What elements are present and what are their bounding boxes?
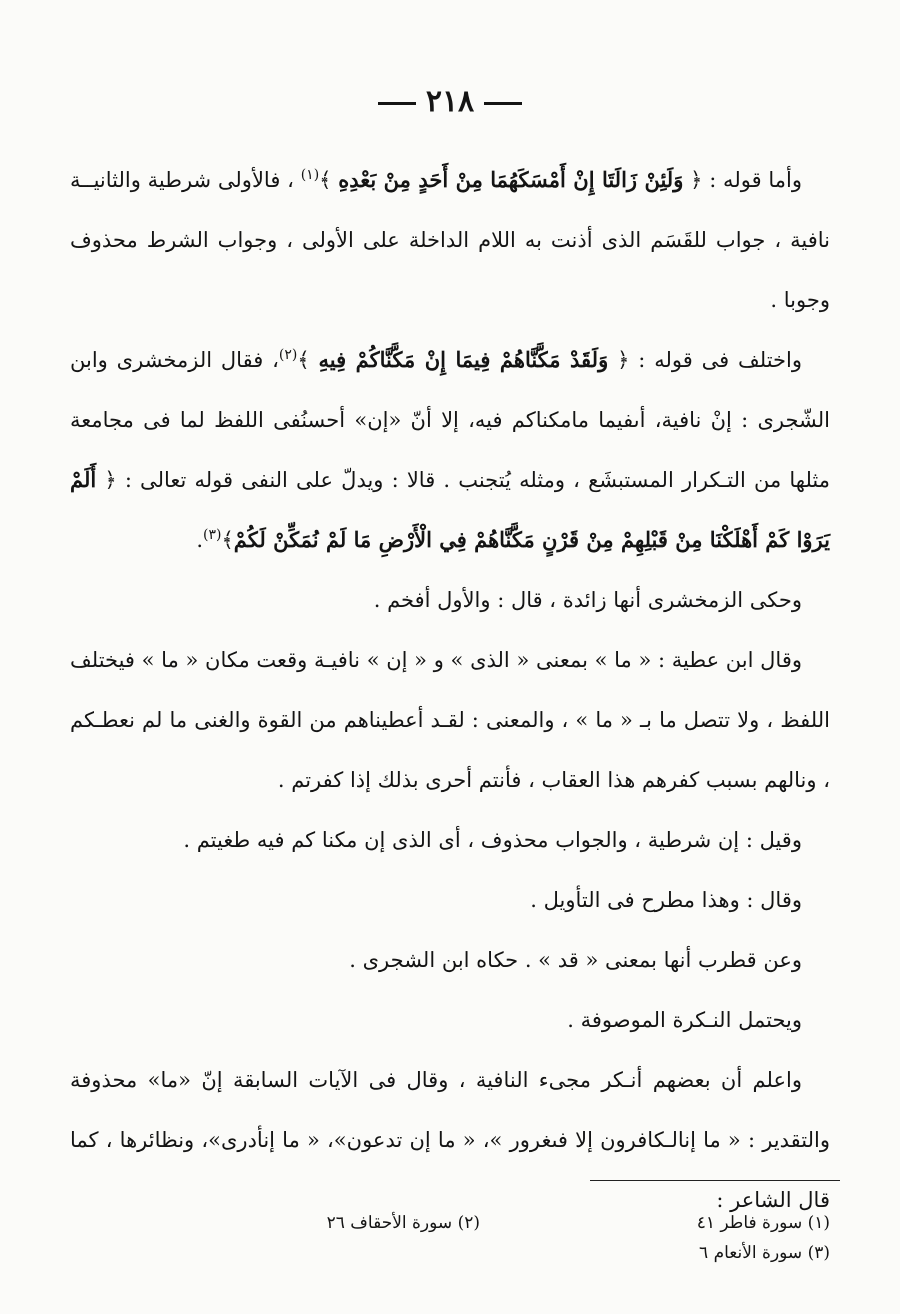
verse-bracket-close: ﴾ — [297, 348, 319, 372]
paragraph-1-intro: وأما قوله : ﴿ — [683, 168, 803, 192]
footnote-1: (١) سورة فاطر ٤١ — [696, 1213, 830, 1233]
footnote-ref-2: (٢) — [278, 347, 298, 363]
footnotes — [70, 1208, 830, 1268]
paragraph-1-body: ، فالأولى شرطية والثانيــة نافية ، جواب للقَسَم الذى أذنت به اللام الداخلة على الأولى ، وجواب الشرط محذوف وجوبا . — [70, 168, 830, 312]
verse-bracket-close: ﴾ — [319, 168, 339, 192]
paragraph-1 — [70, 150, 830, 330]
paragraph-8: ويحتمل النـكرة الموصوفة . — [567, 1008, 802, 1032]
footnote-ref-3: (٣) — [203, 527, 222, 543]
paragraph-9: واعلم أن بعضهم أنـكر مجىء النافية ، وقال فى الآيات السابقة إنّ «ما» محذوفة والتقدير : « ما إنالـكافرون إلا فىغرور »، « ما إن تدعون»، « ما إنأدرى»، ونظائرها ، كما قال الشاعر : — [70, 1068, 830, 1212]
quran-verse-3: أَلَمْ يَرَوْا كَمْ أَهْلَكْنَا مِنْ قَبْلِهِمْ مِنْ قَرْنٍ مَكَّنَّاهُمْ فِي الْأَرْضِ مَا لَمْ نُمَكِّنْ لَكُمْ — [70, 467, 830, 552]
paragraph-2-tail: . — [196, 528, 204, 552]
page-number-dash-right — [484, 102, 522, 105]
footnote-row-2 — [70, 1238, 830, 1268]
paragraph-4: وقال ابن عطية : « ما » بمعنى « الذى » و « إن » نافيـة وقعت مكان « ما » فيختلف اللفظ ، ولا تتصل ما بـ « ما » ، والمعنى : لقـد أعطيناهم من القوة والغنى ما لم نعطـكم ، ونالهم بسبب كفرهم هذا العقاب ، فأنتم أحرى بذلك إذا كفرتم . — [70, 648, 830, 792]
verse-bracket-close: ﴾ — [221, 528, 234, 552]
footnote-ref-1: (١) — [300, 167, 320, 183]
footnote-3: (٣) سورة الأنعام ٦ — [699, 1243, 830, 1263]
quran-verse-2: وَلَقَدْ مَكَّنَّاهُمْ فِيمَا إِنْ مَكَّنَّاكُمْ فِيهِ — [318, 347, 609, 372]
main-text — [70, 150, 830, 1230]
page-number — [0, 84, 900, 119]
quran-verse-1: وَلَئِنْ زَالَتَا إِنْ أَمْسَكَهُمَا مِنْ أَحَدٍ مِنْ بَعْدِهِ — [338, 167, 684, 192]
paragraph-2-body: ، فقال الزمخشرى وابن الشّجرى : إنْ نافية، أىفيما مامكناكم فيه، إلا أنّ «إن» أحسنُفى اللفظ لما فى مجامعة مثلها من التـكرار المستبشَع ، ومثله يُتجنب . قالا : ويدلّ على النفى قوله تعالى : ﴿ — [70, 348, 830, 492]
paragraph-2-intro: واختلف فى قوله : ﴿ — [608, 348, 803, 372]
page-number-text: ٢١٨ — [425, 84, 475, 119]
paragraph-3: وحكى الزمخشرى أنها زائدة ، قال : والأول أفخم . — [373, 588, 802, 612]
footnote-divider — [590, 1180, 840, 1181]
footnote-row-1 — [70, 1208, 830, 1238]
paragraph-7: وعن قطرب أنها بمعنى « قد » . حكاه ابن الشجرى . — [349, 948, 802, 972]
paragraph-6: وقال : وهذا مطرح فى التأويل . — [530, 888, 802, 912]
paragraph-2 — [70, 330, 830, 570]
page-number-dash-left — [378, 102, 416, 105]
paragraph-5: وقيل : إن شرطية ، والجواب محذوف ، أى الذى إن مكنا كم فيه طغيتم . — [183, 828, 802, 852]
footnote-2: (٢) سورة الأحقاف ٢٦ — [326, 1213, 480, 1233]
